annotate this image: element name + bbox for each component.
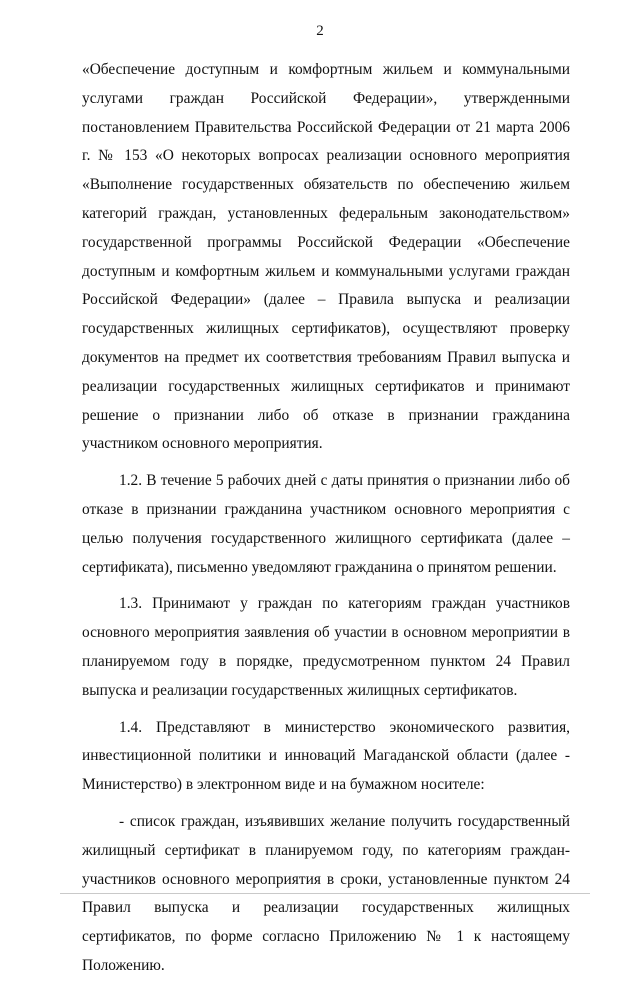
paragraph-1-4: 1.4. Представляют в министерство экономического развития, инвестиционной политики и инноваций Магаданской области (далее - Министерство) в электронном виде и на бумажном носителе: [82, 718, 570, 794]
paragraph-list-item: - список граждан, изъявивших желание получить государственный жилищный сертификат в планируемом году, по категориям граждан-участников основного мероприятия в сроки, установленные пунктом 24 Правил выпуска и реализации государственных жилищных сертификатов, по форме согласно Приложению № 1 к настоящему Положению. [82, 812, 570, 974]
paragraph-1-2: 1.2. В течение 5 рабочих дней с даты принятия о признании либо об отказе в признании гражданина участником основного мероприятия с целью получения государственного жилищного сертификата (далее – сертификата), письменно уведомляют гражданина о принятом решении. [82, 472, 570, 576]
paragraph-continuation: «Обеспечение доступным и комфортным жильем и коммунальными услугами граждан Российской Федерации», утвержденными постановлением Правительства Российской Федерации от 21 марта 2006 г. № 153 «О некоторых вопросах реализации основного мероприятия «Выполнение государственных обязательств по обеспечению жильем категорий граждан, установленных федеральным законодательством» государственной программы Российской Федерации «Обеспечение доступным и комфортным жильем и коммунальными услугами граждан Российской Федерации» (далее – Правила выпуска и реализации государственных жилищных сертификатов), осуществляют проверку документов на предмет их соответствия требованиям Правил выпуска и реализации государственных жилищных сертификатов и принимают решение о признании либо об отказе в признании гражданина участником основного мероприятия. [82, 61, 570, 453]
page-number: 2 [316, 23, 324, 39]
paragraph-1-3: 1.3. Принимают у граждан по категориям граждан участников основного мероприятия заявления об участии в основном мероприятии в планируемом году в порядке, предусмотренном пунктом 24 Правил выпуска и реализации государственных жилищных сертификатов. [82, 595, 570, 699]
document-body [82, 56, 570, 981]
footer-divider [60, 893, 590, 894]
